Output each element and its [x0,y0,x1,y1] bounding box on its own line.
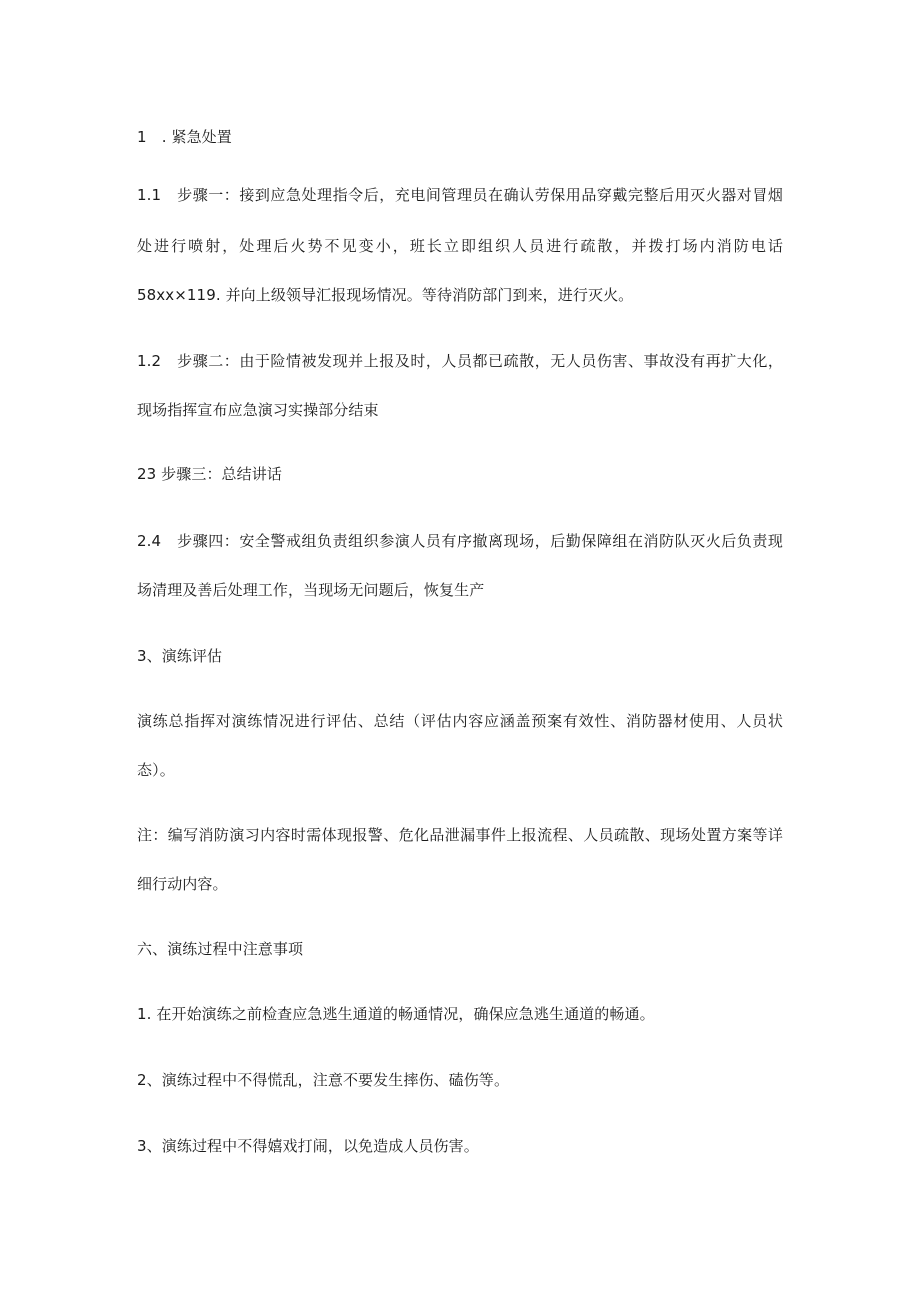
note-line-1: 注：编写消防演习内容时需体现报警、危化品泄漏事件上报流程、人员疏散、现场处置方案等详 [137,826,783,844]
precaution-item-3: 3、演练过程中不得嬉戏打闹，以免造成人员伤害。 [137,1137,479,1155]
precaution-item-2: 2、演练过程中不得慌乱，注意不要发生摔伤、磕伤等。 [137,1071,510,1089]
evaluation-line-1: 演练总指挥对演练情况进行评估、总结（评估内容应涵盖预案有效性、消防器材使用、人员状 [137,712,783,730]
step-4-line-1: 2.4 步骤四：安全警戒组负责组织参演人员有序撤离现场，后勤保障组在消防队灭火后负责现 [137,532,783,550]
step-2-line-2: 现场指挥宣布应急演习实操部分结束 [137,401,379,419]
step-3-line: 23 步骤三：总结讲话 [137,465,282,483]
step-1-line-3: 58xx×119. 并向上级领导汇报现场情况。等待消防部门到来，进行灭火。 [137,286,634,304]
evaluation-line-2: 态）。 [137,761,175,779]
step-2-line-1: 1.2 步骤二：由于险情被发现并上报及时，人员都已疏散，无人员伤害、事故没有再扩大化， [137,352,783,370]
section-heading-drill-evaluation: 3、演练评估 [137,647,223,665]
note-line-2: 细行动内容。 [137,875,228,893]
section-heading-emergency-handling: 1 . 紧急处置 [137,128,232,146]
section-heading-precautions: 六、演练过程中注意事项 [137,940,304,958]
precaution-item-1: 1. 在开始演练之前检查应急逃生通道的畅通情况，确保应急逃生通道的畅通。 [137,1005,655,1023]
step-4-line-2: 场清理及善后处理工作，当现场无问题后，恢复生产 [137,581,485,599]
step-1-line-2: 处进行喷射，处理后火势不见变小，班长立即组织人员进行疏散，并拨打场内消防电话 [137,237,783,255]
step-1-line-1: 1.1 步骤一：接到应急处理指令后，充电间管理员在确认劳保用品穿戴完整后用灭火器对冒烟 [137,186,783,204]
